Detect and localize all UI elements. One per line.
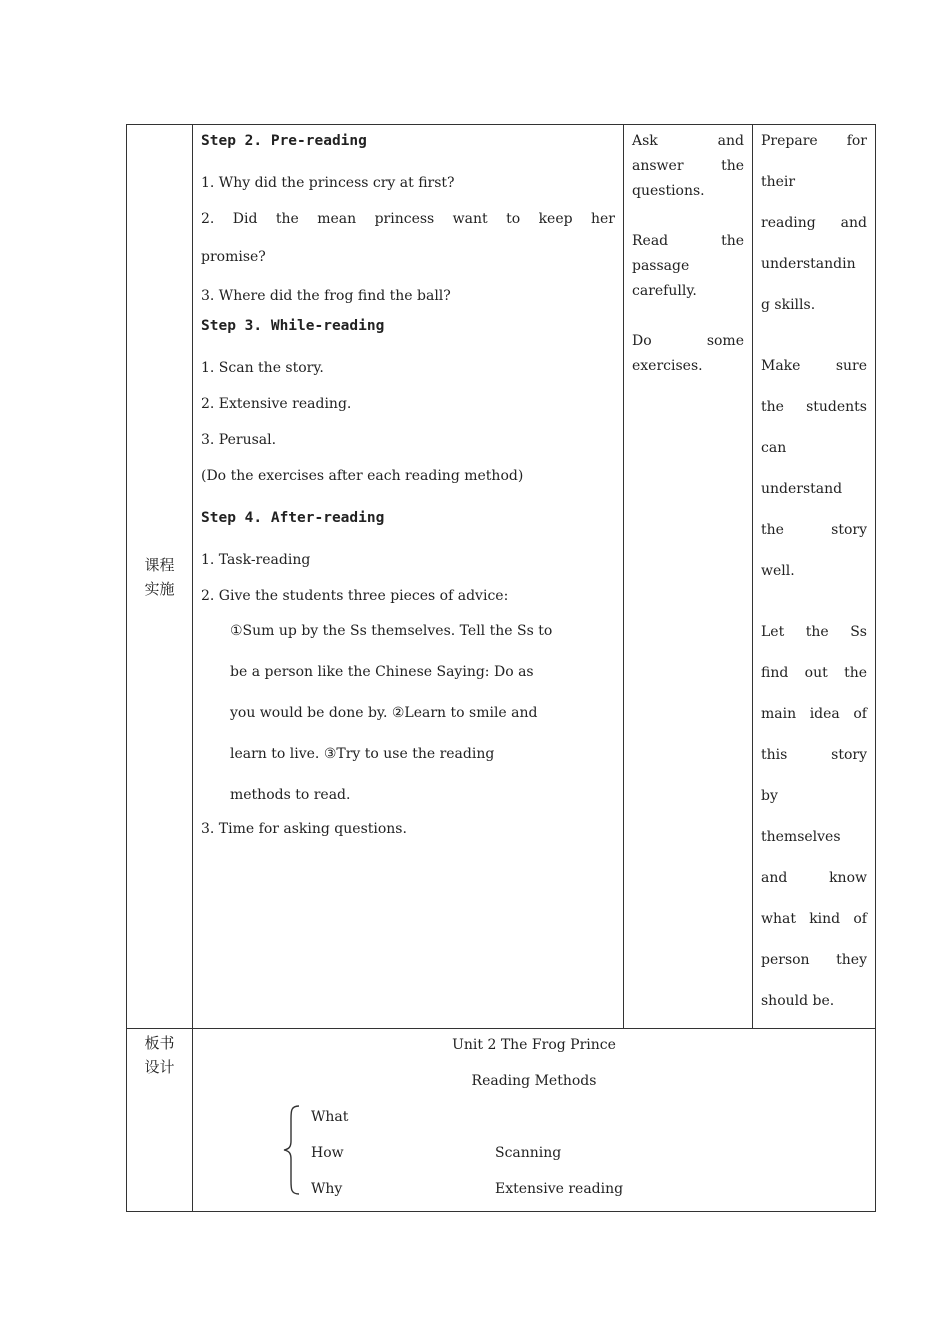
left-brace-icon: [281, 1103, 303, 1197]
blackboard-label-line2: 设计: [144, 1058, 175, 1076]
purpose-text: reading: [761, 215, 816, 231]
activity-text: Read: [632, 233, 669, 249]
purpose-text: the: [844, 665, 867, 681]
purpose-text: of: [853, 706, 867, 722]
procedure-cell: [193, 125, 624, 1029]
purpose-let-ss: [761, 612, 867, 1022]
implementation-row: [127, 125, 876, 1029]
purpose-text: can: [761, 440, 787, 456]
purpose-text: understand: [761, 481, 843, 497]
advice-line-2: be a person like the Chinese Saying: Do as: [230, 664, 534, 680]
activity-text: answer: [632, 158, 684, 174]
purpose-text: kind: [809, 911, 841, 927]
purpose-text: and: [840, 215, 867, 231]
purpose-text: g skills.: [761, 297, 816, 313]
step3-item-3: 3. Perusal.: [201, 432, 277, 448]
purposes-cell: [753, 125, 876, 1029]
activity-text: Ask: [632, 133, 658, 149]
step3-item-1: 1. Scan the story.: [201, 360, 324, 376]
board-how: How: [311, 1145, 344, 1161]
purpose-text: main: [761, 706, 797, 722]
activity-text: exercises.: [632, 358, 703, 374]
purpose-text: the: [805, 624, 829, 640]
step4-item-2: 2. Give the students three pieces of advice:: [201, 588, 509, 604]
purpose-text: out: [804, 665, 828, 681]
board-method-scanning: Scanning: [495, 1145, 562, 1161]
step2-question-2-cont: promise?: [201, 249, 266, 265]
activity-text: Do: [632, 333, 652, 349]
implementation-label-cell: [127, 125, 193, 1029]
purpose-text: sure: [835, 358, 867, 374]
q2-word: her: [591, 211, 615, 227]
step2-heading: Step 2. Pre-reading: [201, 133, 367, 149]
activity-read-passage: [632, 229, 744, 304]
activity-text: questions.: [632, 183, 705, 199]
board-what: What: [311, 1109, 349, 1125]
purpose-text: well.: [761, 563, 795, 579]
blackboard-label-line1: 板书: [144, 1034, 175, 1052]
step4-heading: Step 4. After-reading: [201, 510, 385, 526]
activity-text: carefully.: [632, 283, 697, 299]
board-method-extensive: Extensive reading: [495, 1181, 624, 1197]
purpose-text: person: [761, 952, 810, 968]
purpose-make-sure: [761, 346, 867, 592]
activity-exercises: [632, 329, 744, 379]
purpose-text: story: [831, 522, 867, 538]
board-subtitle: Reading Methods: [471, 1073, 597, 1089]
step4-item-3: 3. Time for asking questions.: [201, 821, 407, 837]
purpose-prepare: [761, 121, 867, 326]
purpose-text: understandin: [761, 256, 856, 272]
purpose-text: Make: [761, 358, 801, 374]
activity-ask-answer: [632, 129, 744, 204]
implementation-label-line2: 实施: [144, 579, 175, 598]
q2-word: keep: [538, 211, 573, 227]
q2-word: princess: [374, 211, 435, 227]
step2-question-1: 1. Why did the princess cry at first?: [201, 175, 455, 191]
step2-question-2: [201, 201, 615, 237]
purpose-text: themselves: [761, 829, 841, 845]
activity-text: some: [706, 333, 744, 349]
activity-text: the: [721, 233, 744, 249]
purpose-text: for: [846, 133, 867, 149]
step4-item-1: 1. Task-reading: [201, 552, 311, 568]
step3-item-2: 2. Extensive reading.: [201, 396, 352, 412]
blackboard-label-cell: [127, 1029, 193, 1212]
board-why: Why: [311, 1181, 343, 1197]
activity-text: passage: [632, 258, 690, 274]
q2-word: Did: [232, 211, 258, 227]
q2-word: to: [506, 211, 521, 227]
q2-word: 2.: [201, 211, 215, 227]
activity-text: and: [717, 133, 744, 149]
purpose-text: students: [806, 399, 867, 415]
blackboard-row: [127, 1029, 876, 1212]
purpose-text: they: [836, 952, 867, 968]
purpose-text: Prepare: [761, 133, 818, 149]
activity-text: the: [721, 158, 744, 174]
activities-cell: [624, 125, 753, 1029]
purpose-text: Let: [761, 624, 785, 640]
purpose-text: Ss: [850, 624, 867, 640]
purpose-text: idea: [809, 706, 840, 722]
q2-word: want: [452, 211, 488, 227]
purpose-text: their: [761, 174, 796, 190]
purpose-text: find: [761, 665, 789, 681]
lesson-plan-table: [126, 124, 876, 1212]
purpose-text: story: [831, 747, 867, 763]
blackboard-design-cell: [193, 1029, 876, 1212]
advice-line-3: you would be done by. ②Learn to smile and: [230, 705, 538, 721]
board-title: Unit 2 The Frog Prince: [452, 1037, 616, 1053]
purpose-text: by: [761, 788, 778, 804]
purpose-text: and: [761, 870, 788, 886]
q2-word: the: [275, 211, 299, 227]
purpose-text: of: [853, 911, 867, 927]
q2-word: mean: [317, 211, 357, 227]
purpose-text: the: [761, 522, 784, 538]
purpose-text: what: [761, 911, 796, 927]
step3-note: (Do the exercises after each reading method): [201, 468, 524, 484]
advice-line-1: ①Sum up by the Ss themselves. Tell the Ss to: [230, 623, 553, 639]
purpose-text: this: [761, 747, 788, 763]
purpose-text: should be.: [761, 993, 835, 1009]
step3-heading: Step 3. While-reading: [201, 318, 385, 334]
purpose-text: the: [761, 399, 784, 415]
purpose-text: know: [829, 870, 867, 886]
step2-question-3: 3. Where did the frog find the ball?: [201, 288, 451, 304]
implementation-label-line1: 课程: [144, 555, 175, 574]
advice-line-4: learn to live. ③Try to use the reading: [230, 746, 495, 762]
advice-line-5: methods to read.: [230, 787, 351, 803]
